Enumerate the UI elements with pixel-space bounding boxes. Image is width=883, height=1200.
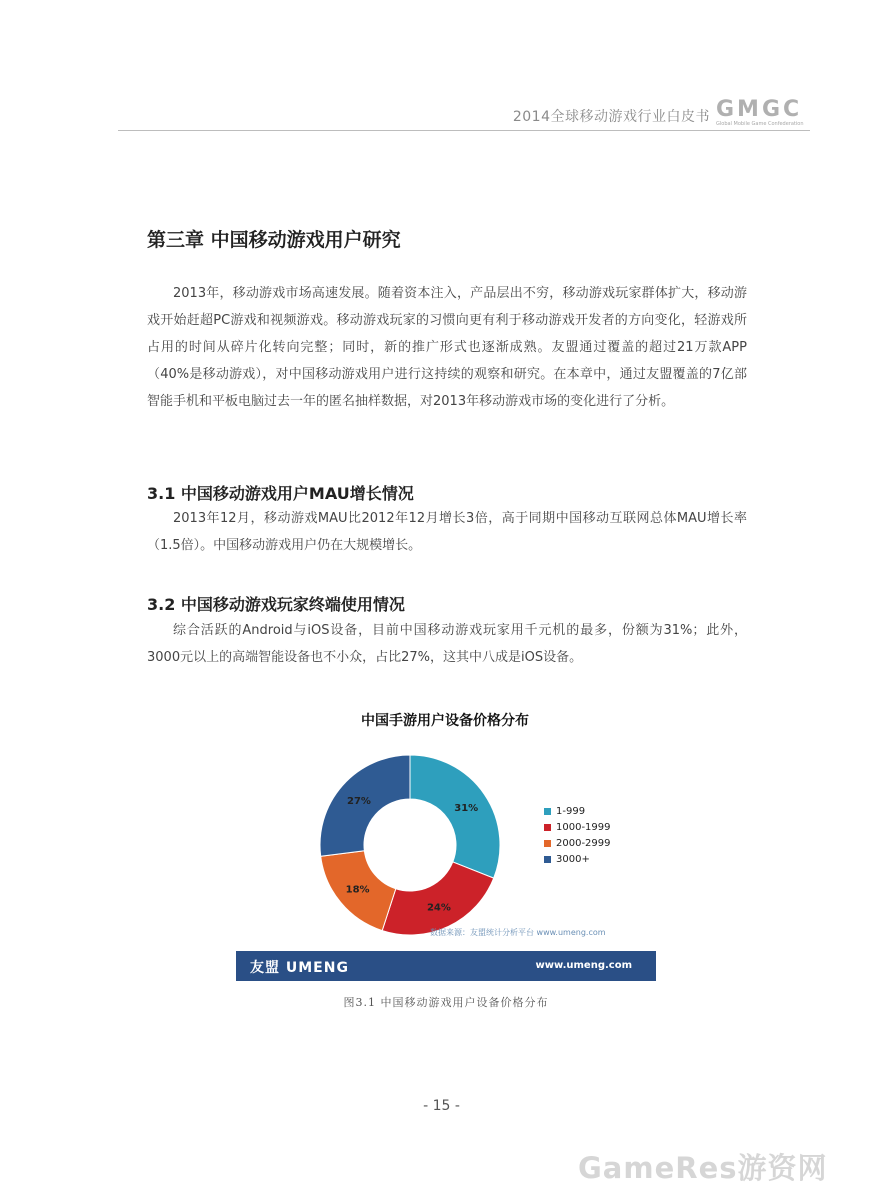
slice-label-1000-1999: 24% bbox=[426, 902, 451, 914]
watermark: GameRes游资网 bbox=[578, 1151, 828, 1185]
device-price-donut-chart bbox=[310, 745, 510, 945]
umeng-logo: 友盟 UMENG bbox=[250, 960, 349, 976]
section-3-2-title: 3.2 中国移动游戏玩家终端使用情况 bbox=[147, 595, 405, 614]
legend-item-1000-1999 bbox=[544, 819, 611, 835]
chart-legend bbox=[544, 803, 611, 867]
legend-label: 2000-2999 bbox=[556, 837, 611, 849]
chart-source: 数据来源：友盟统计分析平台 www.umeng.com bbox=[430, 928, 606, 937]
figure-caption: 图3.1 中国移动游戏用户设备价格分布 bbox=[343, 996, 549, 1009]
chapter-title: 第三章 中国移动游戏用户研究 bbox=[147, 229, 401, 251]
legend-item-2000-2999 bbox=[544, 835, 611, 851]
donut-slice-1-999 bbox=[410, 755, 500, 878]
header-title: 2014全球移动游戏行业白皮书 bbox=[512, 109, 710, 125]
legend-label: 1000-1999 bbox=[556, 821, 611, 833]
gmgc-logo bbox=[716, 97, 812, 130]
umeng-url: www.umeng.com bbox=[535, 960, 632, 971]
legend-swatch bbox=[544, 824, 551, 831]
chart-title: 中国手游用户设备价格分布 bbox=[361, 713, 529, 729]
slice-label-1-999: 31% bbox=[454, 802, 479, 814]
logo-subtitle: Global Mobile Game Confederation bbox=[716, 121, 804, 127]
legend-item-1-999 bbox=[544, 803, 611, 819]
legend-swatch bbox=[544, 840, 551, 847]
page-number: - 15 - bbox=[423, 1098, 460, 1114]
umeng-banner bbox=[236, 951, 656, 981]
section-3-2-paragraph: 综合活跃的Android与iOS设备，目前中国移动游戏玩家用千元机的最多，份额为31%；此外，3000元以上的高端智能设备也不小众，占比27%，这其中八成是iOS设备。 bbox=[147, 623, 747, 665]
chapter-intro-paragraph: 2013年，移动游戏市场高速发展。随着资本注入，产品层出不穷，移动游戏玩家群体扩大，移动游戏开始赶超PC游戏和视频游戏。移动游戏玩家的习惯向更有利于移动游戏开发者的方向变化，轻游戏所占用的时间从碎片化转向完整；同时，新的推广形式也逐渐成熟。友盟通过覆盖的超过21万款APP（40%是移动游戏），对中国移动游戏用户进行这持续的观察和研究。在本章中，通过友盟覆盖的7亿部智能手机和平板电脑过去一年的匿名抽样数据，对2013年移动游戏市场的变化进行了分析。 bbox=[147, 286, 747, 409]
slice-label-3000+: 27% bbox=[347, 796, 371, 808]
legend-swatch bbox=[544, 808, 551, 815]
legend-swatch bbox=[544, 856, 551, 863]
legend-label: 1-999 bbox=[556, 805, 586, 817]
legend-label: 3000+ bbox=[556, 853, 590, 865]
header-divider bbox=[118, 130, 810, 131]
section-3-1-title: 3.1 中国移动游戏用户MAU增长情况 bbox=[147, 484, 414, 503]
legend-item-3000+ bbox=[544, 851, 611, 867]
slice-label-2000-2999: 18% bbox=[345, 884, 370, 896]
section-3-1-paragraph: 2013年12月，移动游戏MAU比2012年12月增长3倍，高于同期中国移动互联网总体MAU增长率（1.5倍）。中国移动游戏用户仍在大规模增长。 bbox=[147, 511, 747, 553]
logo-text: GMGC bbox=[716, 97, 803, 122]
donut-slice-1000-1999 bbox=[382, 862, 493, 935]
